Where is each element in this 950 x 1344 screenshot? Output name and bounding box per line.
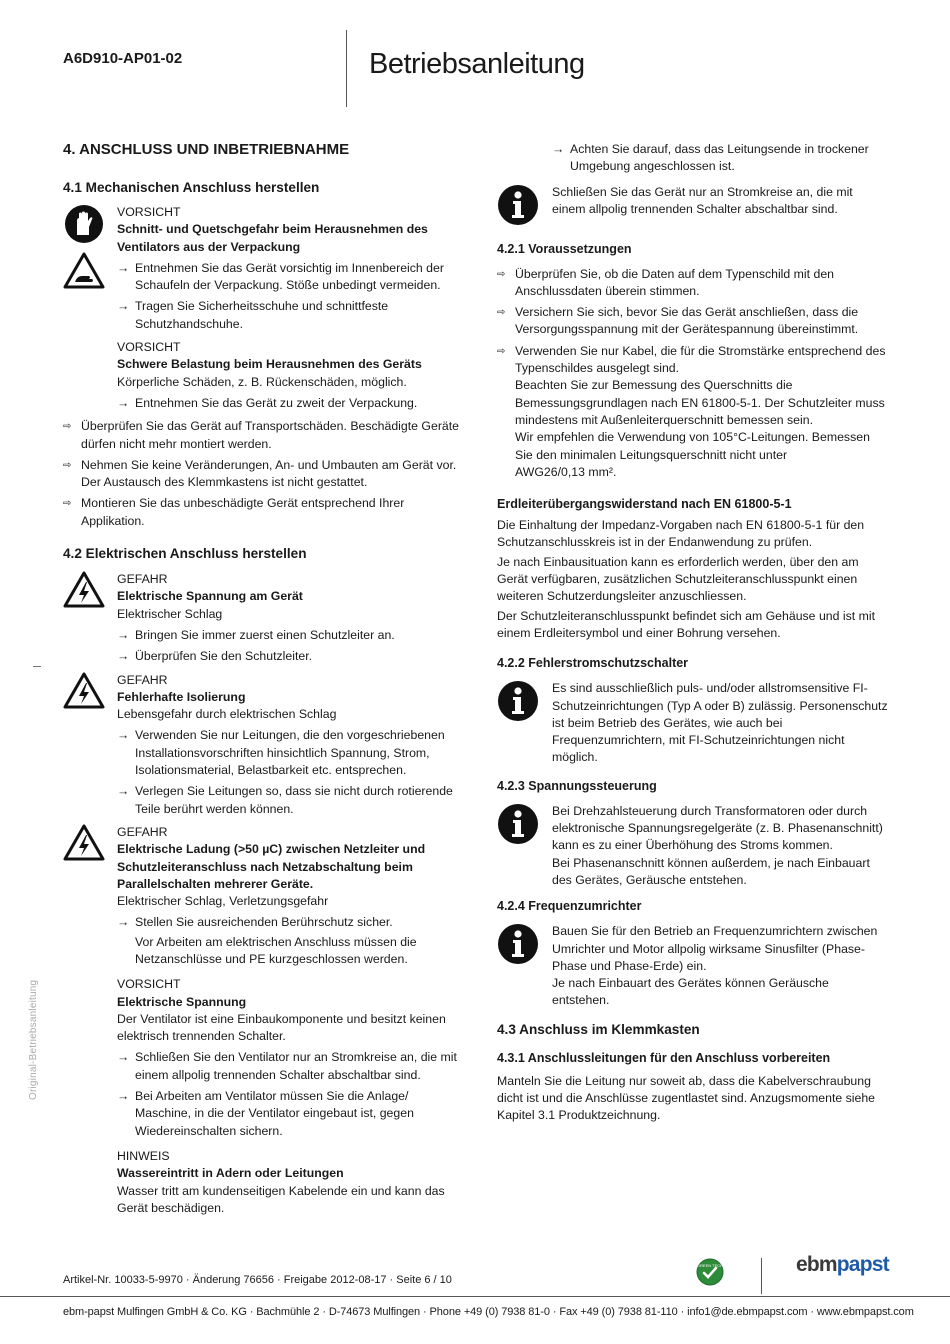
danger-step: → Stellen Sie ausreichenden Berührschutz sicher. <box>117 914 463 931</box>
list-item-p4: AWG26/0,13 mm². <box>515 464 617 479</box>
right-top-step: → Achten Sie darauf, dass das Leitungsende in trockener Umgebung angeschlossen ist. <box>552 141 889 176</box>
list-item-p1: ⇨ Verwenden Sie nur Kabel, die für die Stromstärke entsprechend des Typenschildes ausgelegt sind. <box>515 343 886 376</box>
earth-p3: Der Schutzleiteranschlusspunkt befindet sich am Gehäuse und ist mit einem Erdleitersymbol und einer Bohrung versehen. <box>497 608 875 640</box>
high-voltage-warning-icon <box>63 672 105 710</box>
danger-text: Elektrischer Schlag, Verletzungsgefahr <box>117 894 329 909</box>
list-item: ⇨ Versichern Sie sich, bevor Sie das Gerät anschließen, dass die Versorgungsspannung mit der Gerätespannung übereinstimmt. <box>497 304 889 339</box>
info-text: Bei Phasenanschnitt können außerdem, je nach Einbauart des Gerätes, Geräusche entstehen. <box>552 855 870 887</box>
section-4-3-1-text: Manteln Sie die Leitung nur soweit ab, dass die Kabelverschraubung dicht ist und die Anschlüsse zugentlastet sind. Anzugsmomente siehe Kapitel 3.1 Produktzeichnung. <box>497 1073 876 1123</box>
danger-step: → Überprüfen Sie den Schutzleiter. <box>117 648 463 665</box>
section-4-3-title: 4.3 Anschluss im Klemmkasten <box>497 1021 700 1037</box>
danger-headline: Elektrische Spannung am Gerät <box>117 589 303 604</box>
logo-papst: papst <box>836 1253 889 1276</box>
info-notice-1 <box>497 184 889 228</box>
danger-notice-1 <box>63 571 463 665</box>
info-notice-4 <box>497 923 889 1009</box>
danger-label: GEFAHR <box>117 572 168 587</box>
section-4-2-4-title: 4.2.4 Frequenzumrichter <box>497 899 642 914</box>
info-notice-2 <box>497 680 889 766</box>
list-item-p2: Beachten Sie zur Bemessung des Querschnitts die Bemessungsgrundlagen nach EN 61800-5-1. Der Schutzleiter muss mindestens mit Außenleiterquerschnitt bemessen sein. <box>515 378 885 427</box>
document-code: A6D910-AP01-02 <box>63 50 183 67</box>
list-item: ⇨ Montieren Sie das unbeschädigte Gerät entsprechend Ihrer Applikation. <box>63 495 463 530</box>
section-4-2-2-title: 4.2.2 Fehlerstromschutzschalter <box>497 656 689 671</box>
danger-label: GEFAHR <box>117 672 168 687</box>
section-4-2-3-title: 4.2.3 Spannungssteuerung <box>497 778 657 793</box>
section-4-2-1-title: 4.2.1 Voraussetzungen <box>497 241 632 256</box>
caution-step: → Bei Arbeiten am Ventilator müssen Sie die Anlage/ Maschine, in die der Ventilator eingebaut ist, gegen Wiedereinschalten sichern. <box>117 1088 463 1140</box>
high-voltage-warning-icon <box>63 571 105 609</box>
danger-notice-3 <box>63 824 463 968</box>
caution-step: → Entnehmen Sie das Gerät zu zweit der Verpackung. <box>117 395 463 412</box>
side-tick <box>33 666 41 667</box>
note-label: HINWEIS <box>117 1148 170 1163</box>
earth-title: Erdleiterübergangswiderstand nach EN 61800-5-1 <box>497 497 792 512</box>
danger-text: Lebensgefahr durch elektrischen Schlag <box>117 707 337 722</box>
caution-step: → Schließen Sie den Ventilator nur an Stromkreise an, die mit einem allpolig trennenden Schalter abschaltbar sind. <box>117 1049 463 1084</box>
note-headline: Wassereintritt in Adern oder Leitungen <box>117 1166 344 1181</box>
footer-article-info: Artikel-Nr. 10033-5-9970 · Änderung 76656 · Freigabe 2012-08-17 · Seite 6 / 10 <box>63 1274 452 1286</box>
info-text: Je nach Einbauart des Gerätes können Geräusche entstehen. <box>552 976 829 1008</box>
footer-company-info: ebm-papst Mulfingen GmbH & Co. KG · Bachmühle 2 · D-74673 Mulfingen · Phone +49 (0) 7938 81-0 · Fax +49 (0) 7938 81-110 · info1@de.ebmpapst.com · www.ebmpapst.com <box>63 1306 914 1318</box>
danger-text: Elektrischer Schlag <box>117 606 223 621</box>
section-4-1-title: 4.1 Mechanischen Anschluss herstellen <box>63 180 320 195</box>
caution-label: VORSICHT <box>117 340 181 355</box>
logo-ebm: ebm <box>796 1253 837 1276</box>
section-4-2-title: 4.2 Elektrischen Anschluss herstellen <box>63 546 307 562</box>
caution-label: VORSICHT <box>117 205 181 219</box>
ebmpapst-logo <box>796 1253 889 1276</box>
danger-headline: Fehlerhafte Isolierung <box>117 689 246 704</box>
info-notice-3 <box>497 803 889 889</box>
info-icon <box>497 184 539 226</box>
high-voltage-warning-icon <box>63 824 105 862</box>
note-notice <box>63 1148 463 1217</box>
greentech-text: GREEN TECH <box>696 1263 724 1268</box>
footer-divider <box>761 1258 762 1294</box>
danger-step: → Verlegen Sie Leitungen so, dass sie nicht durch rotierende Teile berührt werden können. <box>117 783 463 818</box>
info-text: Es sind ausschließlich puls- und/oder allstromsensitive FI-Schutzeinrichtungen (Typ A oder B) zulässig. Personenschutz ist beim Betrieb des Gerätes, wie auch bei Frequenzumrichtern, mit FI-Schutzeinrichtungen nicht möglich. <box>552 681 888 765</box>
list-item <box>497 343 889 481</box>
danger-headline: Elektrische Ladung (>50 µC) zwischen Netzleiter und Schutzleiteranschluss nach Netzabschaltung beim Parallelschalten mehrerer Geräte. <box>117 842 426 891</box>
hand-crush-warning-icon <box>63 252 105 290</box>
footer-rule <box>0 1296 950 1297</box>
side-label: Original-Betriebsanleitung <box>28 979 39 1100</box>
left-column <box>63 140 463 1221</box>
info-text: Schließen Sie das Gerät nur an Stromkreise an, die mit einem allpolig trennenden Schalter abschaltbar sind. <box>552 184 853 216</box>
caution-notice-2 <box>63 339 463 412</box>
note-text: Wasser tritt am kundenseitigen Kabelende ein und kann das Gerät beschädigen. <box>117 1183 445 1215</box>
caution-headline: Elektrische Spannung <box>117 994 247 1009</box>
caution-notice-3 <box>63 976 463 1140</box>
list-item: ⇨ Überprüfen Sie das Gerät auf Transportschäden. Beschädigte Geräte dürfen nicht mehr montiert werden. <box>63 418 463 453</box>
section-4-title: 4. ANSCHLUSS UND INBETRIEBNAHME <box>63 141 350 158</box>
greentech-badge-icon <box>696 1258 724 1286</box>
right-column <box>497 141 889 1127</box>
info-icon <box>497 680 539 722</box>
caution-label: VORSICHT <box>117 977 181 992</box>
caution-step: → Tragen Sie Sicherheitsschuhe und schnittfeste Schutzhandschuhe. <box>117 298 463 333</box>
caution-headline: Schwere Belastung beim Herausnehmen des Geräts <box>117 357 422 372</box>
earth-p2: Je nach Einbausituation kann es erforderlich werden, über den am Gerät verfügbaren, zusätzlichen Schutzleiteranschlusspunkt einen weiteren Schutzerdungsleiter anzuschliessen. <box>497 554 859 604</box>
earth-p1: Die Einhaltung der Impedanz-Vorgaben nach EN 61800-5-1 für den Schutzanschlusskreis ist in der Endanwendung zu prüfen. <box>497 518 865 550</box>
info-text: Bei Drehzahlsteuerung durch Transformatoren oder durch elektronische Spannungsregelgeräte (z. B. Phasenanschnitt) kann es zu einer Überhöhung des Stroms kommen. <box>552 803 883 853</box>
gloves-icon <box>63 204 105 244</box>
info-icon <box>497 803 539 845</box>
danger-step: → Verwenden Sie nur Leitungen, die den vorgeschriebenen Installationsvorschriften hinsichtlich Spannung, Strom, Isolationsmaterial, Belastbarkeit etc. entsprechen. <box>117 727 463 779</box>
list-item-p3: Wir empfehlen die Verwendung von 105°C-Leitungen. Bemessen Sie den minimalen Leitungsquerschnitt nicht unter <box>515 430 870 462</box>
danger-step: → Bringen Sie immer zuerst einen Schutzleiter an. <box>117 627 463 644</box>
section-4-3-1-title: 4.3.1 Anschlussleitungen für den Anschluss vorbereiten <box>497 1050 831 1065</box>
caution-notice-1 <box>63 204 463 333</box>
list-item: ⇨ Überprüfen Sie, ob die Daten auf dem Typenschild mit den Anschlussdaten überein stimmen. <box>497 266 889 301</box>
caution-text: Der Ventilator ist eine Einbaukomponente und besitzt keinen elektrisch trennenden Schalter. <box>117 1011 446 1044</box>
info-icon <box>497 923 539 965</box>
danger-notice-2 <box>63 672 463 818</box>
info-text: Bauen Sie für den Betrieb an Frequenzumrichtern zwischen Umrichter und Motor allpolig wirksame Sinusfilter (Phase-Phase und Phase-Erde) ein. <box>552 924 878 973</box>
caution-step: → Entnehmen Sie das Gerät vorsichtig im Innenbereich der Schaufeln der Verpackung. Stöße unbedingt vermeiden. <box>117 260 463 295</box>
page-title: Betriebsanleitung <box>369 48 585 80</box>
header-divider <box>346 30 347 107</box>
danger-extra: Vor Arbeiten am elektrischen Anschluss müssen die Netzanschlüsse und PE kurzgeschlossen werden. <box>135 934 417 966</box>
caution-headline: Schnitt- und Quetschgefahr beim Herausnehmen des Ventilators aus der Verpackung <box>117 222 428 254</box>
danger-label: GEFAHR <box>117 824 168 839</box>
list-item: ⇨ Nehmen Sie keine Veränderungen, An- und Umbauten am Gerät vor. Der Austausch des Klemmkastens ist nicht gestattet. <box>63 457 463 492</box>
caution-text: Körperliche Schäden, z. B. Rückenschäden, möglich. <box>117 374 407 389</box>
